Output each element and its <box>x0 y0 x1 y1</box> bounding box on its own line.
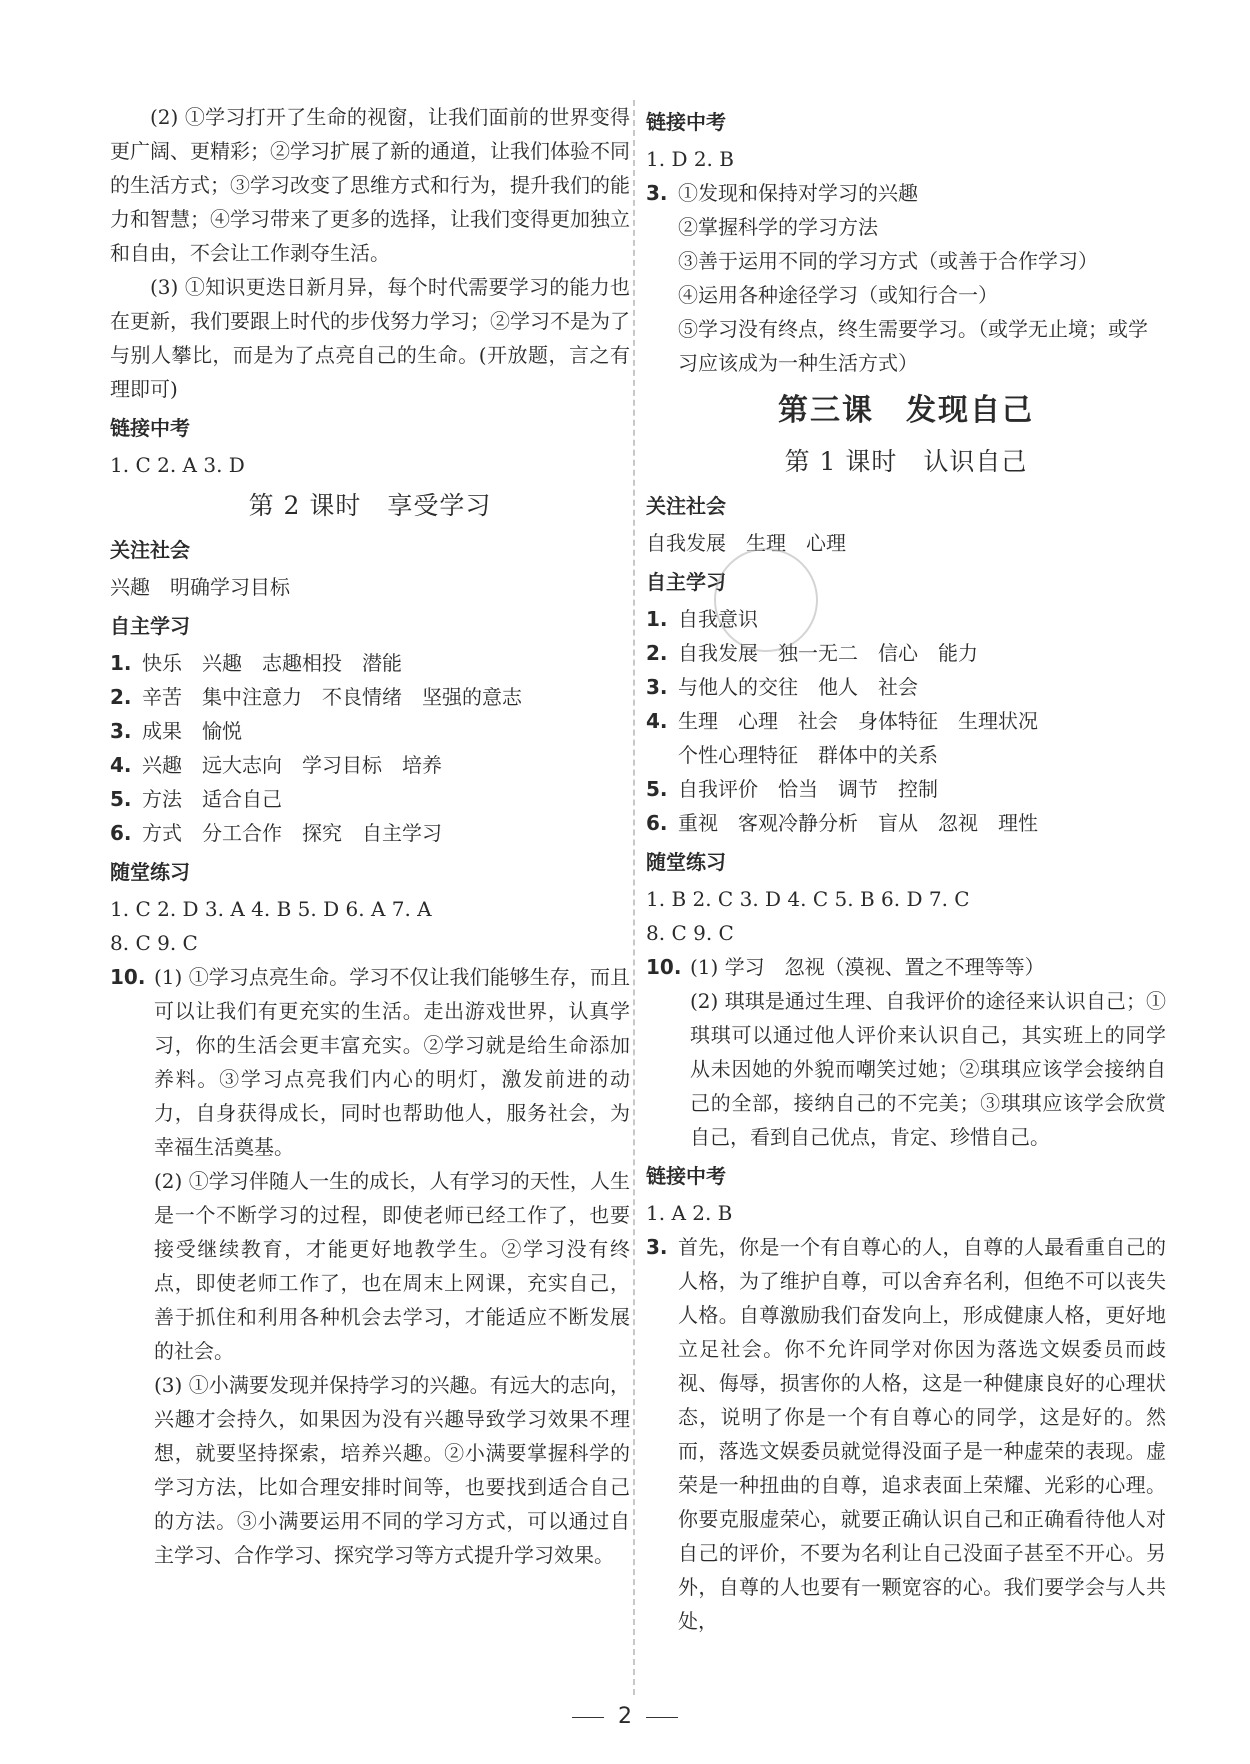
left-column <box>110 100 630 1572</box>
list-item: ①发现和保持对学习的兴趣 <box>678 181 918 205</box>
section-heading-society: 关注社会 <box>110 538 190 562</box>
answer-line: 1. C 2. D 3. A 4. B 5. D 6. A 7. A <box>110 897 432 921</box>
page-number: 2 <box>618 1704 632 1729</box>
answer-paragraph: (1) ①学习点亮生命。学习不仅让我们能够生存，而且可以让我们有更充实的生活。走出游戏世界，认真学习，你的生活会更丰富充实。②学习就是给生命添加养料。③学习点亮我们内心的明灯，激发前进的动力，自身获得成长，同时也帮助他人，服务社会，为幸福生活奠基。 <box>154 965 630 1159</box>
section-heading-link-exam: 链接中考 <box>110 416 190 440</box>
list-item: 5. 方法 适合自己 <box>110 787 282 811</box>
lesson-title: 第三课 发现自己 <box>778 393 1034 428</box>
list-item: 1. 自我意识 <box>646 607 758 631</box>
section-heading-self-study: 自主学习 <box>646 570 726 594</box>
list-item: 6. 重视 客观冷静分析 盲从 忽视 理性 <box>646 811 1038 835</box>
section-heading-practice: 随堂练习 <box>110 860 190 884</box>
answer-line: 兴趣 明确学习目标 <box>110 575 290 599</box>
answer-line: 自我发展 生理 心理 <box>646 531 846 555</box>
list-item: 个性心理特征 群体中的关系 <box>678 743 938 767</box>
section-heading-society: 关注社会 <box>646 494 726 518</box>
answer-paragraph: 首先，你是一个有自尊心的人，自尊的人最看重自己的人格，为了维护自尊，可以舍弃名利，但绝不可以丧失人格。自尊激励我们奋发向上，形成健康人格，更好地立足社会。你不允许同学对你因为落选文娱委员而歧视、侮辱，损害你的人格，这是一种健康良好的心理状态，说明了你是一个有自尊心的同学，这是好的。然而，落选文娱委员就觉得没面子是一种虚荣的表现。虚荣是一种扭曲的自尊，追求表面上荣耀、光彩的心理。你要克服虚荣心，就要正确认识自己和正确看待他人对自己的评价，不要为名利让自己没面子甚至不开心。另外，自尊的人也要有一颗宽容的心。我们要学会与人共处， <box>678 1235 1166 1633</box>
answer-paragraph: (2) 琪琪是通过生理、自我评价的途径来认识自己；①琪琪可以通过他人评价来认识自己，其实班上的同学从未因她的外貌而嘲笑过她；②琪琪应该学会接纳自己的全部，接纳自己的不完美；③琪琪应该学会欣赏自己，看到自己优点，肯定、珍惜自己。 <box>690 989 1166 1149</box>
watermark-stamp <box>714 548 818 652</box>
right-column <box>646 100 1166 1638</box>
answer-paragraph: (2) ①学习打开了生命的视窗，让我们面前的世界变得更广阔、更精彩；②学习扩展了新的通道，让我们体验不同的生活方式；③学习改变了思维方式和行为，提升我们的能力和智慧；④学习带来了更多的选择，让我们变得更加独立和自由，不会让工作剥夺生活。 <box>110 105 630 265</box>
section-heading-link-exam: 链接中考 <box>646 110 726 134</box>
list-item: 5. 自我评价 恰当 调节 控制 <box>646 777 938 801</box>
answer-line: 1. D 2. B <box>646 147 734 171</box>
answer-paragraph: (3) ①知识更迭日新月异，每个时代需要学习的能力也在更新，我们要跟上时代的步伐努力学习；②学习不是为了与别人攀比，而是为了点亮自己的生命。(开放题，言之有理即可) <box>110 275 630 401</box>
page-footer <box>0 1704 1250 1729</box>
list-item: 2. 自我发展 独一无二 信心 能力 <box>646 641 978 665</box>
footer-dash <box>572 1717 604 1718</box>
section-heading-self-study: 自主学习 <box>110 614 190 638</box>
period-title: 第 2 课时 享受学习 <box>248 491 492 520</box>
section-heading-link-exam: 链接中考 <box>646 1164 726 1188</box>
answer-line: 1. C 2. A 3. D <box>110 453 245 477</box>
answer-paragraph: (1) 学习 忽视（漠视、置之不理等等） <box>690 955 1045 979</box>
question-3: 3. 首先，你是一个有自尊心的人，自尊的人最看重自己的人格，为了维护自尊，可以舍弃名利，但绝不可以丧失人格。自尊激励我们奋发向上，形成健康人格，更好地立足社会。你不允许同学对你因为落选文娱委员而歧视、侮辱，损害你的人格，这是一种健康良好的心理状态，说明了你是一个有自尊心的同学，这是好的。然而，落选文娱委员就觉得没面子是一种虚荣的表现。虚荣是一种扭曲的自尊，追求表面上荣耀、光彩的心理。你要克服虚荣心，就要正确认识自己和正确看待他人对自己的评价，不要为名利让自己没面子甚至不开心。另外，自尊的人也要有一颗宽容的心。我们要学会与人共处， <box>646 1230 1166 1638</box>
question-10: 10. (1) ①学习点亮生命。学习不仅让我们能够生存，而且可以让我们有更充实的生活。走出游戏世界，认真学习，你的生活会更丰富充实。②学习就是给生命添加养料。③学习点亮我们内心的明灯，激发前进的动力，自身获得成长，同时也帮助他人，服务社会，为幸福生活奠基。 (2) ①学习伴随人一生的成长，人有学习的天性，人生是一个不断学习的过程，即使老师已经工作了，也要接受继续教育，才能更好地教学生。②学习没有终点，即使老师工作了，也在周末上网课，充实自己，善于抓住和利用各种机会去学习，才能适应不断发展的社会。 (3) ①小满要发现并保持学习的兴趣。有远大的志向，兴趣才会持久，如果因为没有兴趣导致学习效果不理想，就要坚持探索，培养兴趣。②小满要掌握科学的学习方法，比如合理安排时间等，也要找到适合自己的方法。③小满要运用不同的学习方式，可以通过自主学习、合作学习、探究学习等方式提升学习效果。 <box>110 960 630 1572</box>
question-3: 3. ①发现和保持对学习的兴趣 ②掌握科学的学习方法 ③善于运用不同的学习方式（或善于合作学习） ④运用各种途径学习（或知行合一） ⑤学习没有终点，终生需要学习。（或学无止境；或学习应该成为一种生活方式） <box>646 176 1166 380</box>
answer-paragraph: (3) ①小满要发现并保持学习的兴趣。有远大的志向，兴趣才会持久，如果因为没有兴趣导致学习效果不理想，就要坚持探索，培养兴趣。②小满要掌握科学的学习方法，比如合理安排时间等，也要找到适合自己的方法。③小满要运用不同的学习方式，可以通过自主学习、合作学习、探究学习等方式提升学习效果。 <box>154 1373 630 1567</box>
list-item: 3. 与他人的交往 他人 社会 <box>646 675 918 699</box>
question-10: 10. (1) 学习 忽视（漠视、置之不理等等） (2) 琪琪是通过生理、自我评价的途径来认识自己；①琪琪可以通过他人评价来认识自己，其实班上的同学从未因她的外貌而嘲笑过她；②琪琪应该学会接纳自己的全部，接纳自己的不完美；③琪琪应该学会欣赏自己，看到自己优点，肯定、珍惜自己。 <box>646 950 1166 1154</box>
answer-paragraph: (2) ①学习伴随人一生的成长，人有学习的天性，人生是一个不断学习的过程，即使老师已经工作了，也要接受继续教育，才能更好地教学生。②学习没有终点，即使老师工作了，也在周末上网课，充实自己，善于抓住和利用各种机会去学习，才能适应不断发展的社会。 <box>154 1169 630 1363</box>
answer-line: 8. C 9. C <box>110 931 198 955</box>
list-item: 4. 生理 心理 社会 身体特征 生理状况 <box>646 709 1038 733</box>
list-item: ④运用各种途径学习（或知行合一） <box>678 283 998 307</box>
list-item: ③善于运用不同的学习方式（或善于合作学习） <box>678 249 1098 273</box>
footer-dash <box>646 1717 678 1718</box>
list-item: 4. 兴趣 远大志向 学习目标 培养 <box>110 753 442 777</box>
list-item: ②掌握科学的学习方法 <box>678 215 878 239</box>
list-item: 2. 辛苦 集中注意力 不良情绪 坚强的意志 <box>110 685 522 709</box>
answer-line: 1. B 2. C 3. D 4. C 5. B 6. D 7. C <box>646 887 970 911</box>
list-item: ⑤学习没有终点，终生需要学习。（或学无止境；或学习应该成为一种生活方式） <box>678 317 1148 375</box>
list-item: 6. 方式 分工合作 探究 自主学习 <box>110 821 442 845</box>
list-item: 1. 快乐 兴趣 志趣相投 潜能 <box>110 651 402 675</box>
section-heading-practice: 随堂练习 <box>646 850 726 874</box>
answer-line: 8. C 9. C <box>646 921 734 945</box>
column-divider <box>633 100 635 1695</box>
answer-line: 1. A 2. B <box>646 1201 733 1225</box>
list-item: 3. 成果 愉悦 <box>110 719 242 743</box>
period-title: 第 1 课时 认识自己 <box>784 447 1028 476</box>
